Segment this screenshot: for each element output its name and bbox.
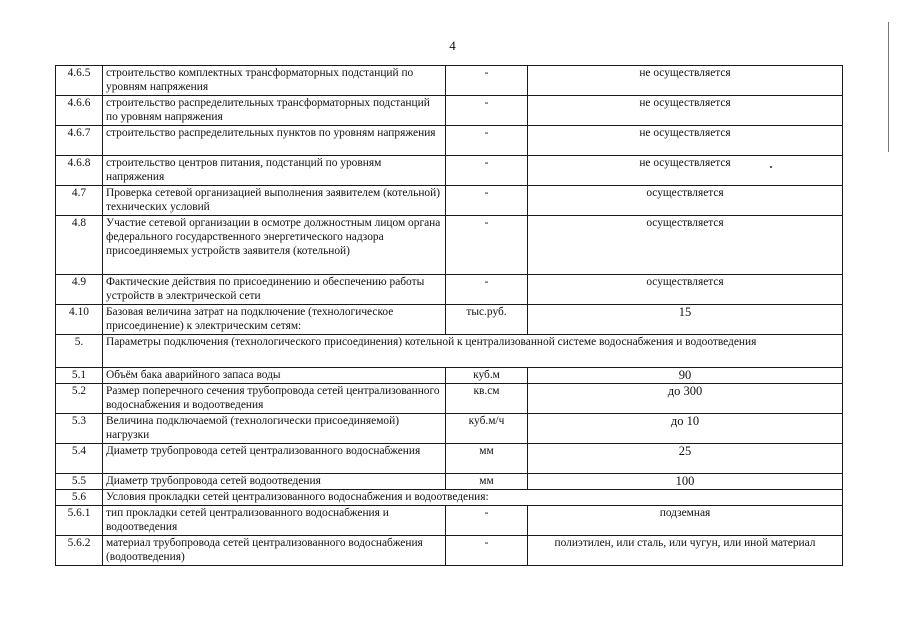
- row-value: 100: [528, 474, 843, 490]
- row-description: Базовая величина затрат на подключение (технологическое присоединение) к электрическим сетям:: [103, 305, 446, 335]
- section-header-row: [56, 490, 843, 506]
- table-row: [56, 275, 843, 305]
- row-value: 25: [528, 444, 843, 474]
- row-number: 4.6.8: [56, 156, 103, 186]
- parameters-table: [55, 65, 843, 566]
- row-number: 5.: [56, 335, 103, 368]
- row-value: полиэтилен, или сталь, или чугун, или иной материал: [528, 536, 843, 566]
- row-unit: -: [446, 186, 528, 216]
- row-number: 5.6: [56, 490, 103, 506]
- table-row: [56, 536, 843, 566]
- table-row: [56, 368, 843, 384]
- row-number: 4.6.6: [56, 96, 103, 126]
- row-description: Объём бака аварийного запаса воды: [103, 368, 446, 384]
- table-row: [56, 474, 843, 490]
- row-value: подземная: [528, 506, 843, 536]
- row-value: не осуществляется: [528, 66, 843, 96]
- row-description: строительство распределительных трансформаторных подстанций по уровням напряжения: [103, 96, 446, 126]
- row-number: 4.8: [56, 216, 103, 275]
- table-row: [56, 66, 843, 96]
- row-value: 15: [528, 305, 843, 335]
- row-description: строительство комплектных трансформаторных подстанций по уровням напряжения: [103, 66, 446, 96]
- row-unit: куб.м: [446, 368, 528, 384]
- table-row: [56, 506, 843, 536]
- row-unit: -: [446, 156, 528, 186]
- row-description: Проверка сетевой организацией выполнения заявителем (котельной) технических условий: [103, 186, 446, 216]
- table-row: [56, 414, 843, 444]
- row-number: 5.2: [56, 384, 103, 414]
- table-row: [56, 305, 843, 335]
- row-number: 4.6.7: [56, 126, 103, 156]
- row-description: Диаметр трубопровода сетей централизованного водоснабжения: [103, 444, 446, 474]
- row-number: 5.4: [56, 444, 103, 474]
- section-title: Условия прокладки сетей централизованного водоснабжения и водоотведения:: [103, 490, 843, 506]
- row-unit: -: [446, 216, 528, 275]
- section-header-row: [56, 335, 843, 368]
- row-value: осуществляется: [528, 216, 843, 275]
- row-description: Размер поперечного сечения трубопровода сетей централизованного водоснабжения и водоотведения: [103, 384, 446, 414]
- row-value: осуществляется: [528, 275, 843, 305]
- row-description: строительство центров питания, подстанций по уровням напряжения: [103, 156, 446, 186]
- table-row: [56, 126, 843, 156]
- table-row: [56, 384, 843, 414]
- table-row: [56, 444, 843, 474]
- row-number: 5.5: [56, 474, 103, 490]
- row-value: 90: [528, 368, 843, 384]
- row-description: Участие сетевой организации в осмотре должностным лицом органа федерального государственного энергетического надзора присоединяемых устройств заявителя (котельной): [103, 216, 446, 275]
- row-unit: -: [446, 536, 528, 566]
- row-value: не осуществляется: [528, 96, 843, 126]
- row-number: 4.6.5: [56, 66, 103, 96]
- row-number: 4.10: [56, 305, 103, 335]
- row-number: 5.6.1: [56, 506, 103, 536]
- row-number: 5.3: [56, 414, 103, 444]
- row-unit: -: [446, 66, 528, 96]
- row-number: 4.7: [56, 186, 103, 216]
- scan-edge-line: [888, 22, 889, 152]
- row-unit: куб.м/ч: [446, 414, 528, 444]
- row-description: Фактические действия по присоединению и обеспечению работы устройств в электрической сети: [103, 275, 446, 305]
- row-value: до 10: [528, 414, 843, 444]
- row-unit: мм: [446, 474, 528, 490]
- row-description: Величина подключаемой (технологически присоединяемой) нагрузки: [103, 414, 446, 444]
- table-row: [56, 96, 843, 126]
- row-description: материал трубопровода сетей централизованного водоснабжения (водоотведения): [103, 536, 446, 566]
- row-unit: -: [446, 126, 528, 156]
- row-description: тип прокладки сетей централизованного водоснабжения и водоотведения: [103, 506, 446, 536]
- row-unit: кв.см: [446, 384, 528, 414]
- table-row: [56, 156, 843, 186]
- row-unit: -: [446, 275, 528, 305]
- row-description: Диаметр трубопровода сетей водоотведения: [103, 474, 446, 490]
- row-value: осуществляется: [528, 186, 843, 216]
- row-number: 4.9: [56, 275, 103, 305]
- table-row: [56, 216, 843, 275]
- page-number: 4: [449, 38, 456, 53]
- row-number: 5.1: [56, 368, 103, 384]
- row-unit: тыс.руб.: [446, 305, 528, 335]
- table-row: [56, 186, 843, 216]
- row-unit: мм: [446, 444, 528, 474]
- section-title: Параметры подключения (технологического присоединения) котельной к централизованной системе водоснабжения и водоотведения: [103, 335, 843, 368]
- row-value: не осуществляется: [528, 156, 843, 186]
- row-number: 5.6.2: [56, 536, 103, 566]
- row-unit: -: [446, 96, 528, 126]
- row-value: не осуществляется: [528, 126, 843, 156]
- row-description: строительство распределительных пунктов по уровням напряжения: [103, 126, 446, 156]
- row-unit: -: [446, 506, 528, 536]
- parameters-table-body: [56, 66, 843, 566]
- row-value: до 300: [528, 384, 843, 414]
